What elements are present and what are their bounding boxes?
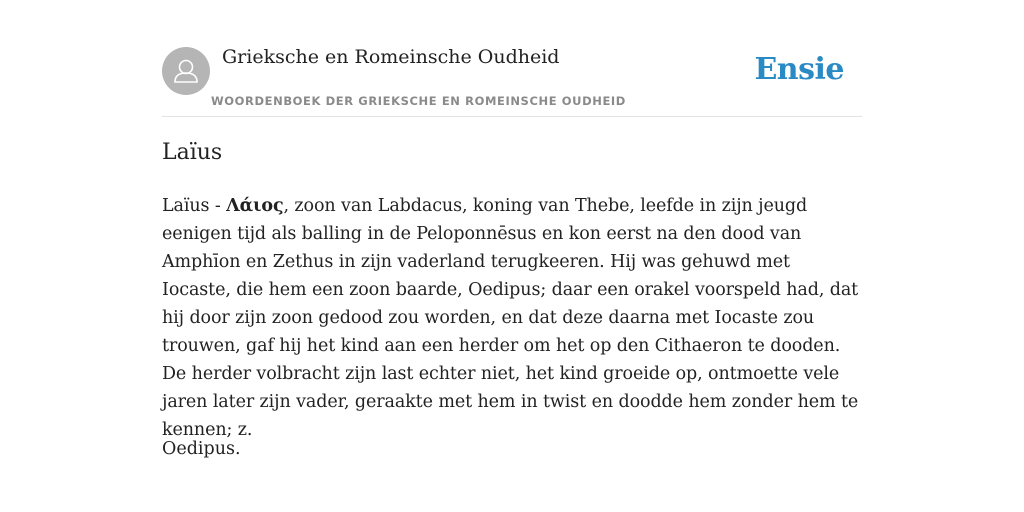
entry-greek-term: Λάιος	[226, 196, 284, 216]
page	[162, 0, 862, 512]
site-subtitle: WOORDENBOEK DER GRIEKSCHE EN ROMEINSCHE OUDHEID	[211, 94, 626, 108]
ensie-logo[interactable]: Ensie	[754, 52, 844, 87]
entry-lead: Laïus -	[162, 196, 227, 216]
site-title-link[interactable]: Grieksche en Romeinsche Oudheid	[222, 46, 560, 68]
entry-text: , zoon van Labdacus, koning van Thebe, leefde in zijn jeugd eenigen tijd als balling in de Peloponnēsus en kon eerst na den dood van Amphīon en Zethus in zijn vaderland terugkeeren. Hij was gehuwd met Iocaste, die hem een zoon baarde, Oedipus; daar een orakel voorspeld had, dat hij door zijn zoon gedood zou worden, en dat deze daarna met Iocaste zou trouwen, gaf hij het kind aan een herder om het op den Cithaeron te dooden. De herder volbracht zijn last echter niet, het kind groeide op, ontmoette vele jaren later zijn vader, geraakte met hem in twist en doodde hem zonder hem te kennen; z.	[162, 196, 859, 440]
entry-title: Laïus	[162, 140, 223, 165]
entry-body	[162, 192, 862, 444]
header	[162, 0, 862, 117]
entry-reference: Oedipus.	[162, 439, 241, 459]
user-avatar-icon[interactable]	[162, 47, 210, 95]
